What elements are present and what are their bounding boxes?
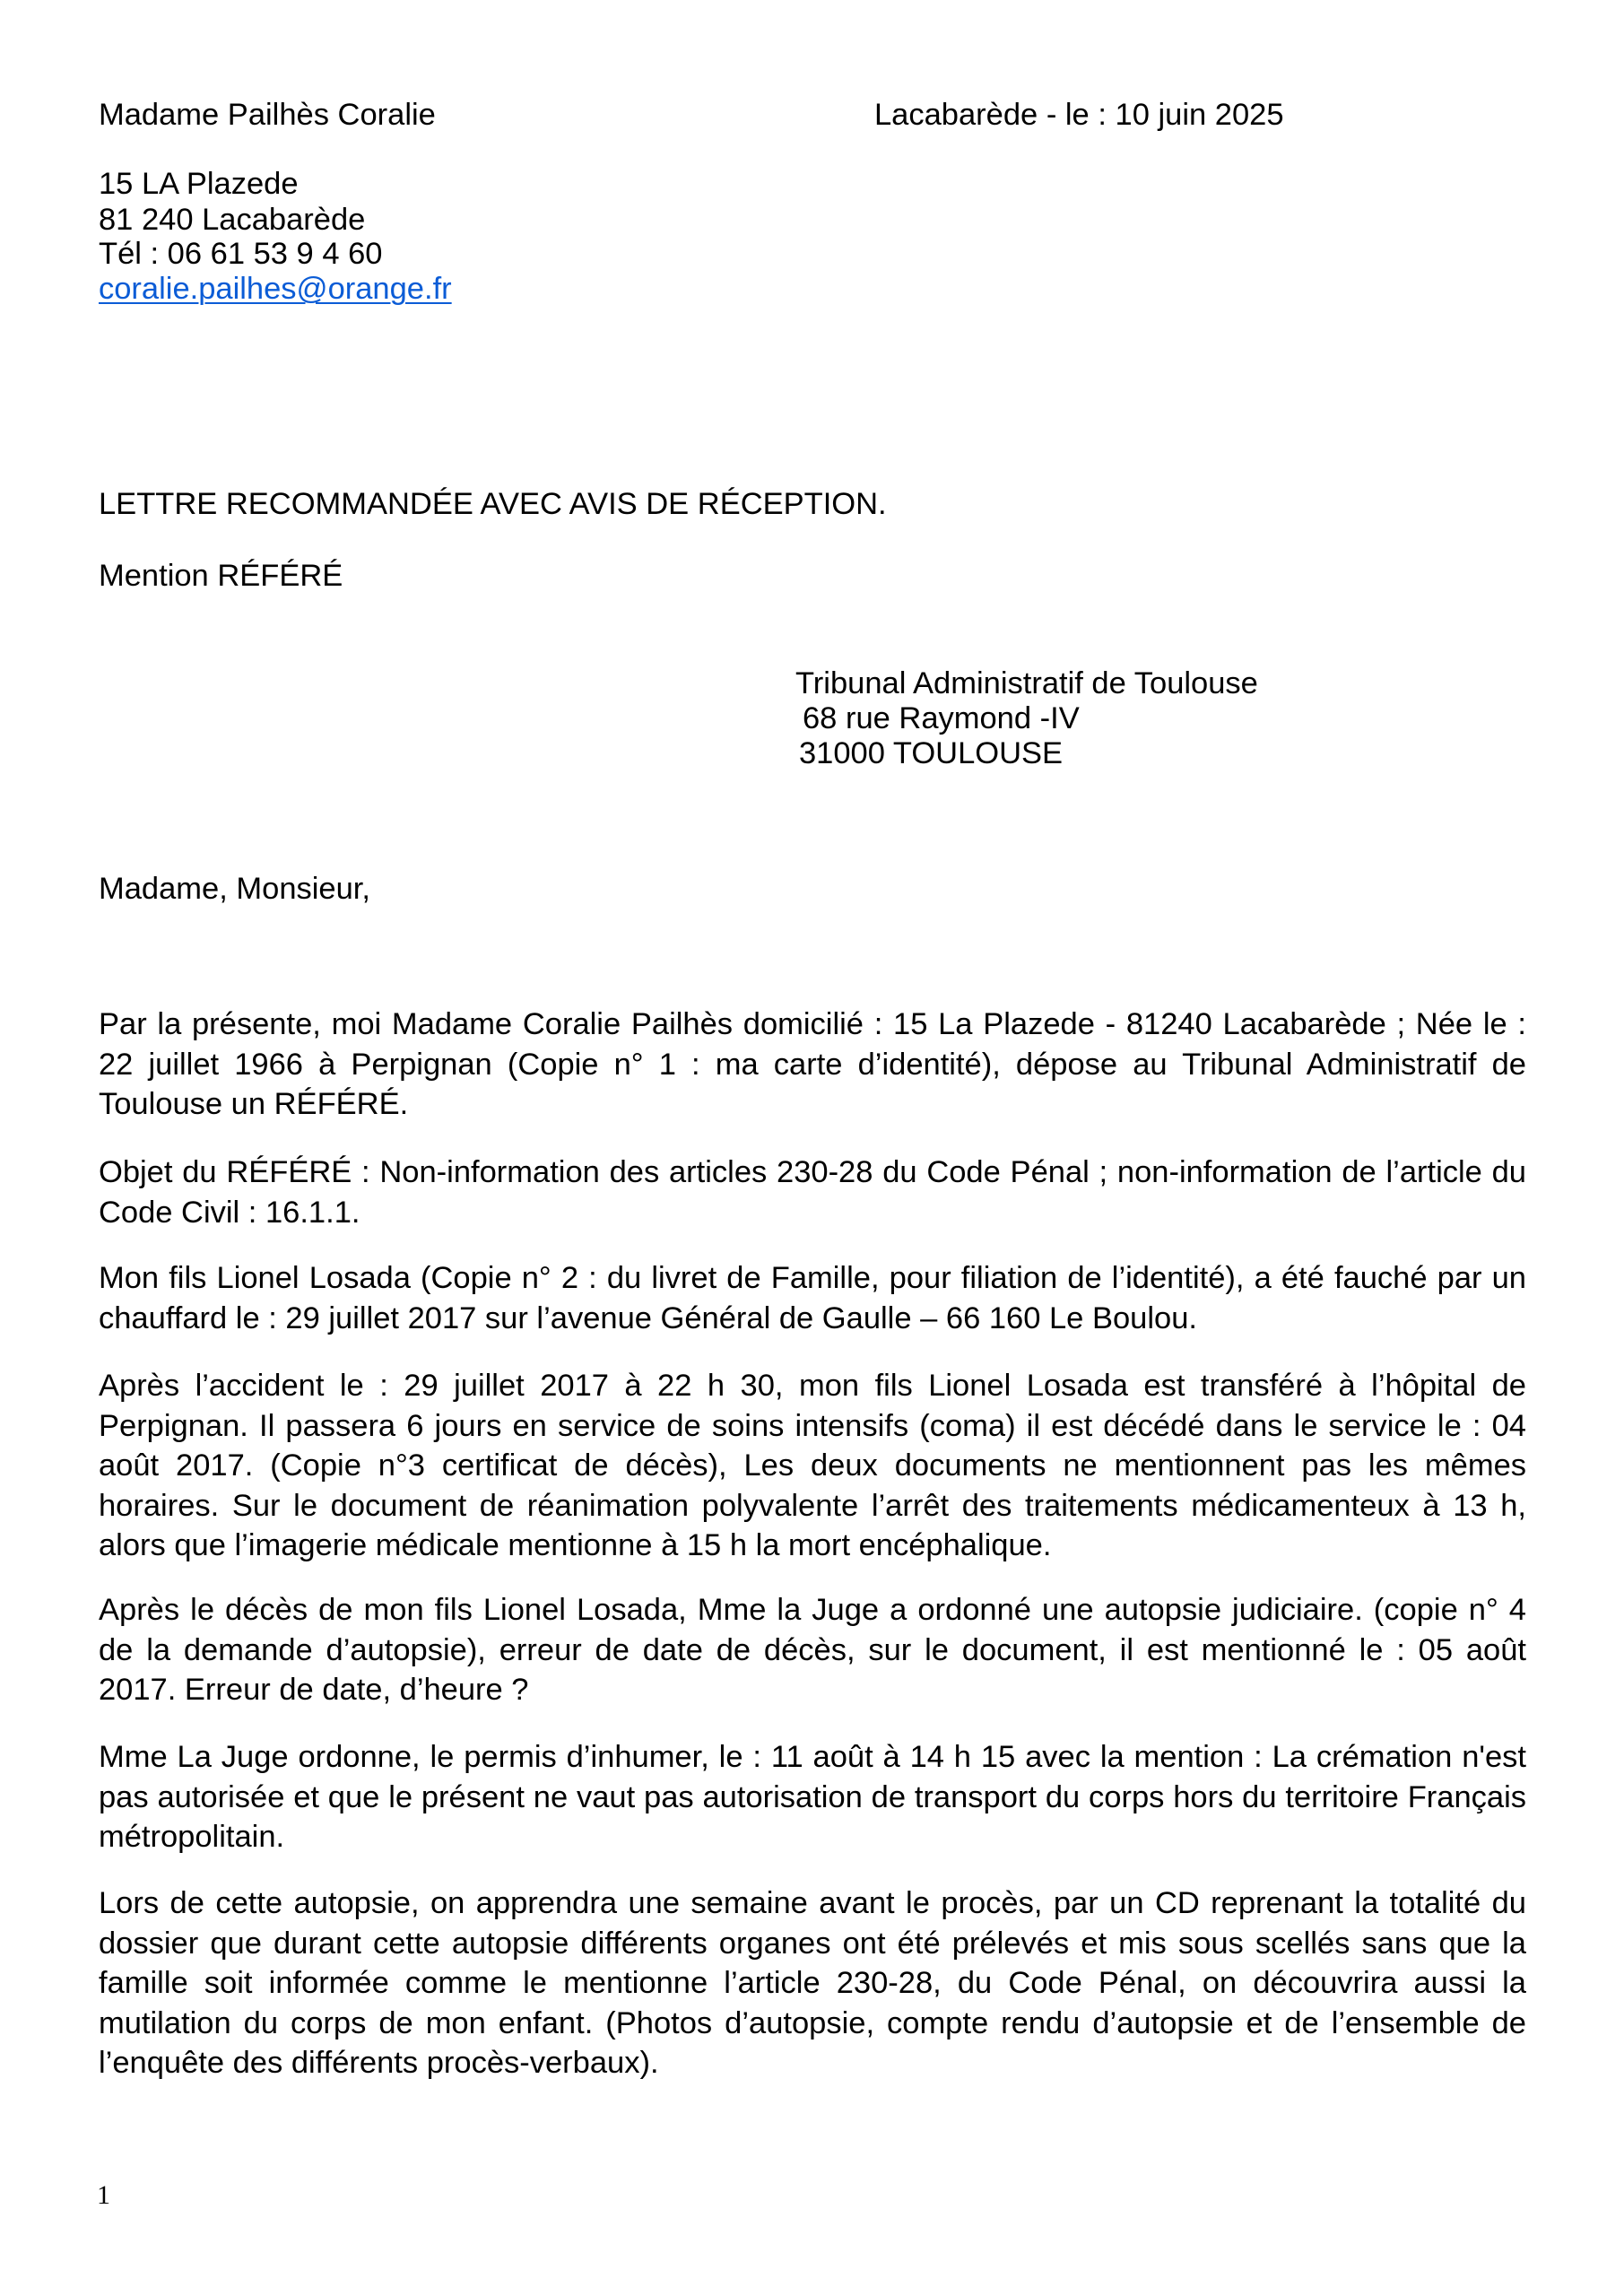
paragraph-accident: Mon fils Lionel Losada (Copie n° 2 : du livret de Famille, pour filiation de l’identité), a été fauché par un chauffard le : 29 juillet 2017 sur l’avenue Général de Gaulle – 66 160 Le Boulou. <box>99 1261 1526 1335</box>
recipient-line3: 31000 TOULOUSE <box>799 736 1064 770</box>
place-date: Lacabarède - le : 10 juin 2025 <box>874 98 1284 132</box>
page-number: 1 <box>97 2180 110 2210</box>
sender-name: Madame Pailhès Coralie <box>99 98 436 132</box>
registered-mail-notice: LETTRE RECOMMANDÉE AVEC AVIS DE RÉCEPTION. <box>99 487 887 521</box>
paragraph-autopsy-findings: Lors de cette autopsie, on apprendra une semaine avant le procès, par un CD reprenant la totalité du dossier que durant cette autopsie différents organes ont été prélevés et mis sous scellés sans que la famille soit informée comme le mentionne l’article 230-28, du Code Pénal, on découvrira aussi la mutilation du corps de mon enfant. (Photos d’autopsie, compte rendu d’autopsie et de l’ensemble de l’enquête des différents procès-verbaux). <box>99 1886 1526 2080</box>
recipient-line2: 68 rue Raymond -IV <box>803 701 1080 735</box>
paragraph-hospital: Après l’accident le : 29 juillet 2017 à 22 h 30, mon fils Lionel Losada est transféré à l’hôpital de Perpignan. Il passera 6 jours en service de soins intensifs (coma) il est décédé dans le service le : 04 août 2017. (Copie n°3 certificat de décès), Les deux documents ne mentionnent pas les mêmes horaires. Sur le document de réanimation polyvalente l’arrêt des traitements médicamenteux à 13 h, alors que l’imagerie médicale mentionne à 15 h la mort encéphalique. <box>99 1369 1526 1562</box>
mention-refere: Mention RÉFÉRÉ <box>99 559 343 593</box>
paragraph-object: Objet du RÉFÉRÉ : Non-information des articles 230-28 du Code Pénal ; non-information de l’article du Code Civil : 16.1.1. <box>99 1155 1526 1230</box>
sender-phone: Tél : 06 61 53 9 4 60 <box>99 237 383 271</box>
paragraph-burial-permit: Mme La Juge ordonne, le permis d’inhumer, le : 11 août à 14 h 15 avec la mention : La crémation n'est pas autorisée et que le présent ne vaut pas autorisation de transport du corps hors du territoire Français métropolitain. <box>99 1740 1526 1854</box>
sender-email-link[interactable]: coralie.pailhes@orange.fr <box>99 272 452 306</box>
sender-address-line1: 15 LA Plazede <box>99 167 299 201</box>
sender-address-line2: 81 240 Lacabarède <box>99 203 366 237</box>
paragraph-introduction: Par la présente, moi Madame Coralie Pailhès domicilié : 15 La Plazede - 81240 Lacabarède ; Née le : 22 juillet 1966 à Perpignan (Copie n° 1 : ma carte d’identité), dépose au Tribunal Administratif de Toulouse un RÉFÉRÉ. <box>99 1007 1526 1121</box>
salutation: Madame, Monsieur, <box>99 872 370 906</box>
recipient-line1: Tribunal Administratif de Toulouse <box>795 666 1258 700</box>
paragraph-autopsy-order: Après le décès de mon fils Lionel Losada, Mme la Juge a ordonné une autopsie judiciaire. (copie n° 4 de la demande d’autopsie), erreur de date de décès, sur le document, il est mentionné le : 05 août 2017. Erreur de date, d’heure ? <box>99 1593 1526 1707</box>
